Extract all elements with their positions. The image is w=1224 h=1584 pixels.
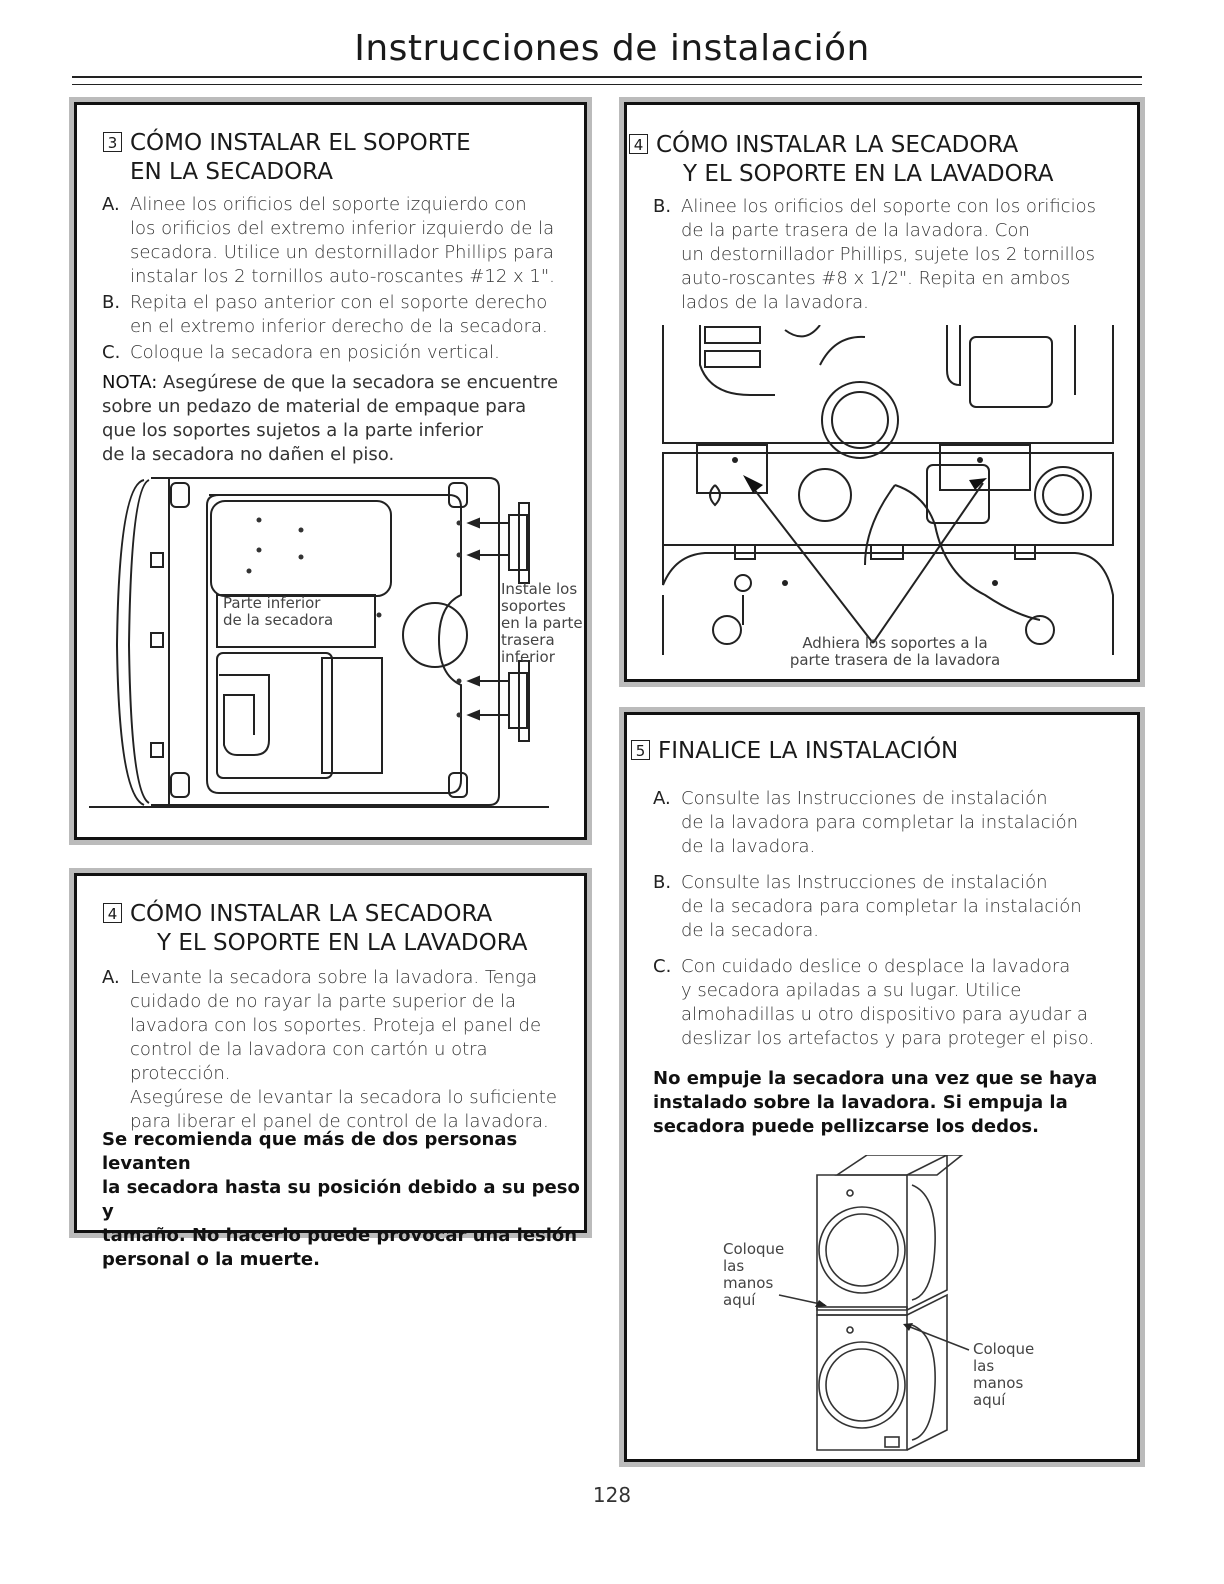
section-3-step-a: A. Alinee los orificios del soporte izquierdo con los orificios del extremo inferior izquierdo de la secadora. Utilice un destornillador Phillips para instalar los 2 tornillos auto-roscantes #12 x 1".: [102, 194, 555, 287]
section-5-heading: 5 FINALICE LA INSTALACIÓN: [631, 737, 958, 766]
step-number-badge: 5: [631, 740, 650, 760]
dryer-bottom-label: Parte inferior de la secadora: [223, 594, 334, 629]
hands-here-right-callout: Coloque las manos aquí: [973, 1340, 1035, 1409]
section-4b-step-b: B. Alinee los orificios del soporte con los orificios de la parte trasera de la lavadora. Con un destornillador Phillips, sujete los 2 tornillos auto-roscantes #8 x 1/2". Repita en ambos lados de la lavadora.: [653, 196, 1096, 313]
washer-rear-caption: Adhiera los soportes a la parte trasera de la lavadora: [789, 634, 1001, 669]
step-number-badge: 4: [103, 903, 122, 923]
section-3-heading: 3 CÓMO INSTALAR EL SOPORTE EN LA SECADORA: [103, 129, 471, 187]
section-4a-heading: 4 CÓMO INSTALAR LA SECADORA Y EL SOPORTE EN LA LAVADORA: [103, 900, 528, 958]
washer-rear-figure: [635, 325, 1135, 675]
section-5-step-b: B. Consulte las Instrucciones de instalación de la secadora para completar la instalación de la secadora.: [653, 872, 1082, 941]
section-4a-panel: [74, 873, 587, 1270]
title-rule: [72, 76, 1142, 85]
section-3-step-b: B. Repita el paso anterior con el soporte derecho en el extremo inferior derecho de la secadora.: [102, 292, 548, 337]
section-3-note: NOTA: Asegúrese de que la secadora se encuentre sobre un pedazo de material de empaque para que los soportes sujetos a la parte inferior de la secadora no dañen el piso.: [102, 372, 559, 465]
install-brackets-callout: Instale los soportes en la parte trasera inferior: [501, 580, 583, 666]
dryer-bottom-figure: [89, 475, 584, 820]
washer-rear-illustration: [635, 325, 1135, 675]
step-number-badge: 4: [629, 134, 648, 154]
step-number-badge: 3: [103, 132, 122, 152]
hands-here-left-callout: Coloque las manos aquí: [723, 1240, 785, 1309]
section-4a-warning: Se recomienda que más de dos personas levanten la secadora hasta su posición debido a su peso y tamaño. No hacerlo puede provocar una lesión personal o la muerte.: [102, 1129, 580, 1270]
section-4b-heading: 4 CÓMO INSTALAR LA SECADORA Y EL SOPORTE EN LA LAVADORA: [629, 131, 1054, 189]
section-4b-panel: [624, 102, 1140, 682]
section-5-panel: [624, 712, 1140, 1462]
section-5-warning: No empuje la secadora una vez que se haya instalado sobre la lavadora. Si empuja la secadora puede pellizcarse los dedos.: [653, 1068, 1098, 1137]
section-3-panel: [74, 102, 587, 840]
section-5-step-a: A. Consulte las Instrucciones de instalación de la lavadora para completar la instalación de la lavadora.: [653, 788, 1079, 857]
section-3-step-c: C. Coloque la secadora en posición vertical.: [102, 342, 500, 363]
page-title: Instrucciones de instalación: [354, 28, 870, 69]
stacked-units-figure: [707, 1155, 1127, 1455]
section-4a-step-a: A. Levante la secadora sobre la lavadora. Tenga cuidado de no rayar la parte superior de la lavadora con los soportes. Proteja el panel de control de la lavadora con cartón u otra protección. Asegúrese de levantar la secadora lo suficiente para liberar el panel de control de la lavadora.: [102, 967, 557, 1132]
page-number: 128: [592, 1483, 632, 1507]
section-5-step-c: C. Con cuidado deslice o desplace la lavadora y secadora apiladas a su lugar. Utilice almohadillas u otro dispositivo para ayudar a deslizar los artefactos y para proteger el piso.: [653, 956, 1095, 1049]
